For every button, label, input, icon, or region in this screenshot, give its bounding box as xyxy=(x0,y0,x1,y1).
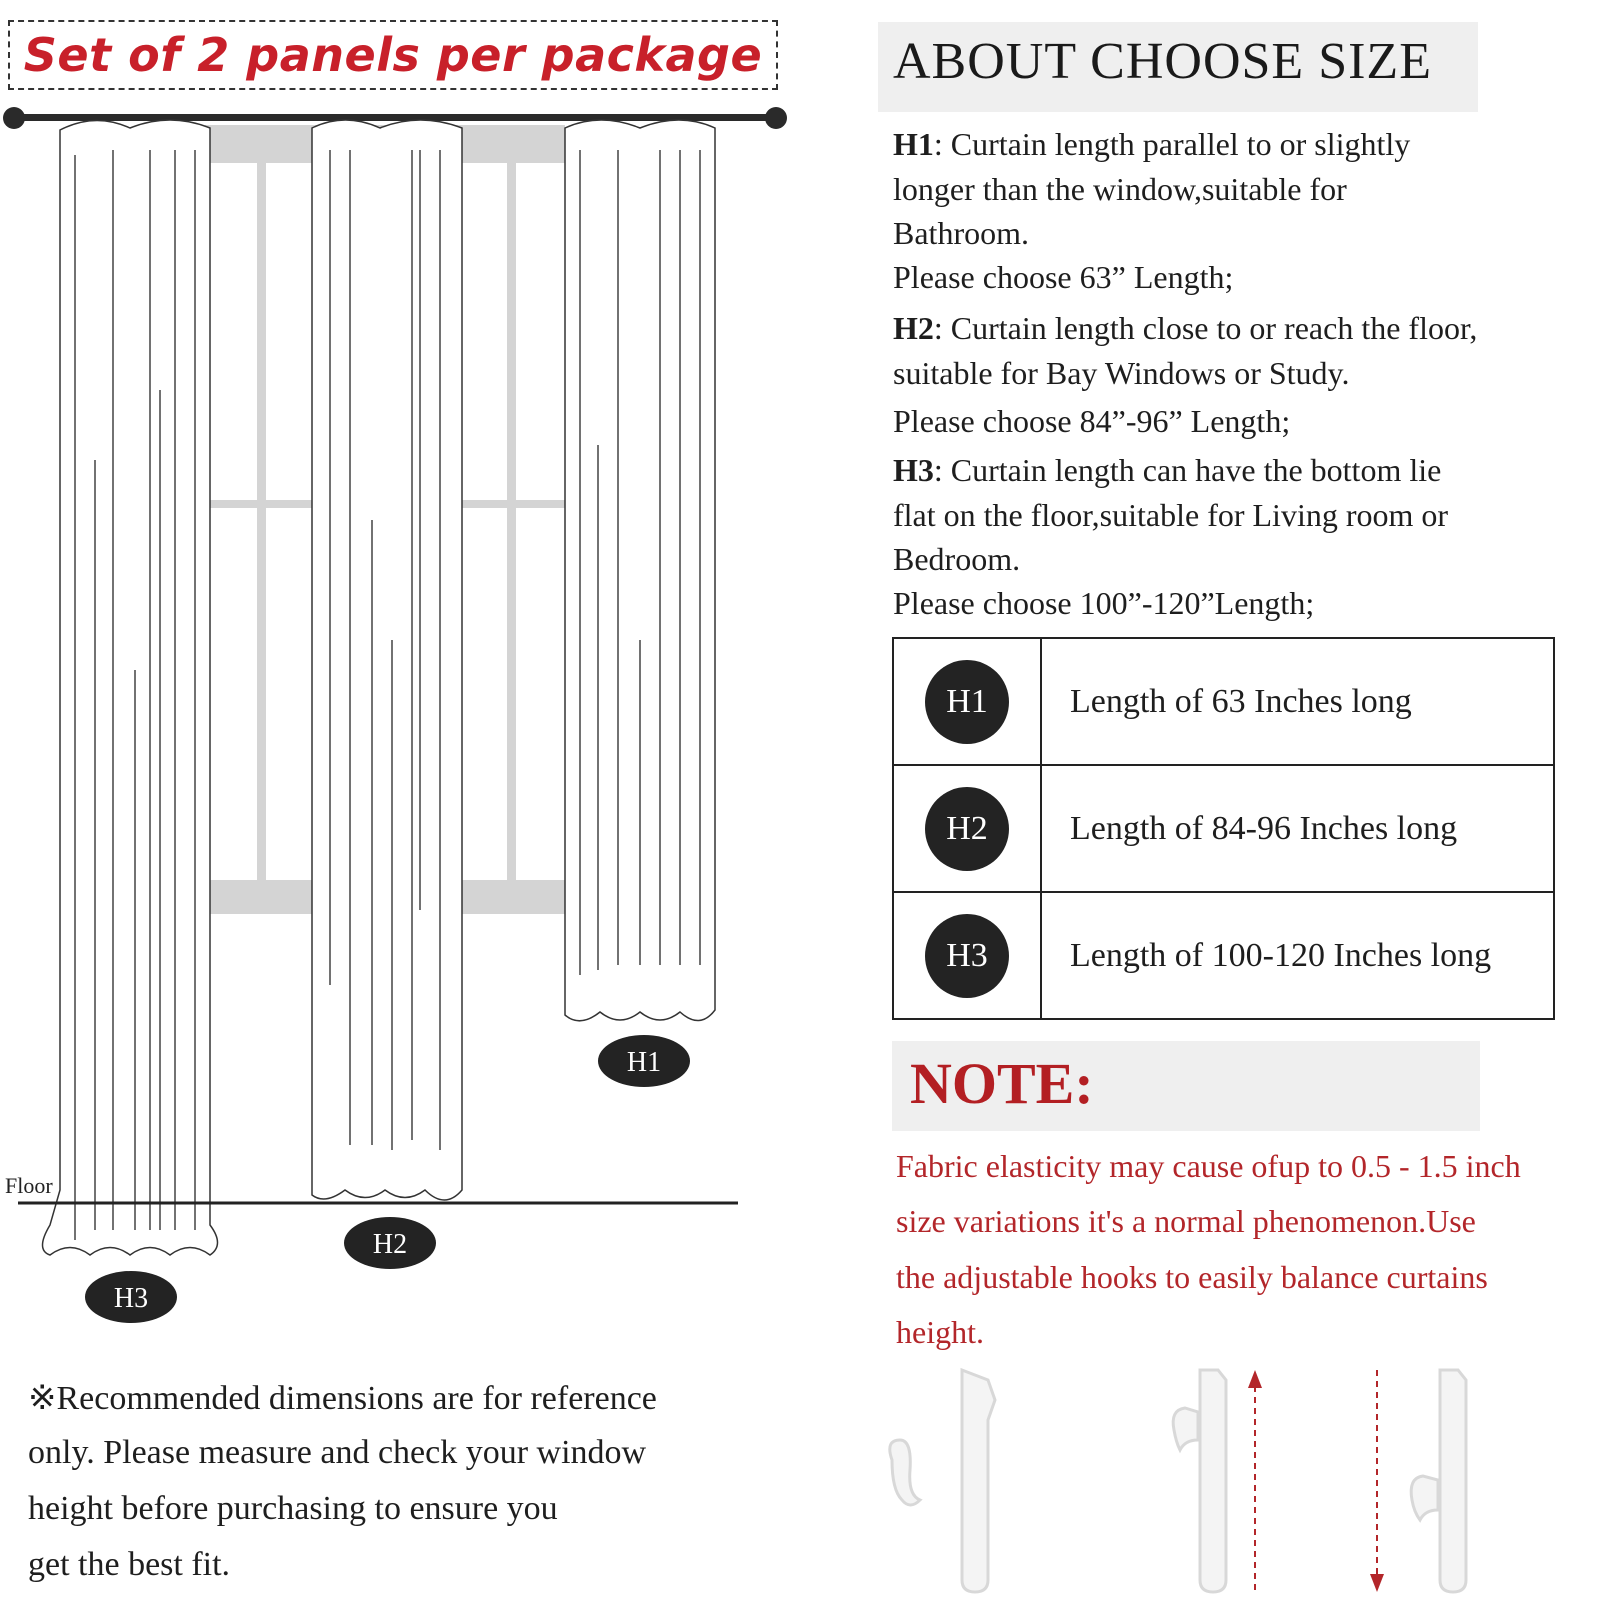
hook-tape-3 xyxy=(1411,1370,1466,1592)
recommendation-line: height before purchasing to ensure you xyxy=(28,1490,558,1527)
h3-description-line1: H3: Curtain length can have the bottom lie xyxy=(893,452,1442,488)
h3-recommendation: Please choose 100”-120”Length; xyxy=(893,585,1315,621)
h1-length-text: Length of 63 Inches long xyxy=(1041,638,1554,765)
h1-description-line2: longer than the window,suitable for xyxy=(893,171,1347,207)
note-line: Fabric elasticity may cause ofup to 0.5 - 1.5 inch xyxy=(896,1148,1521,1184)
recommendation-line: get the best fit. xyxy=(28,1546,231,1583)
size-table xyxy=(892,637,1555,1020)
h1-description-line3: Bathroom. xyxy=(893,215,1029,251)
h3-description-line2: flat on the floor,suitable for Living room or xyxy=(893,497,1449,533)
about-title: ABOUT CHOOSE SIZE xyxy=(893,33,1432,90)
h3-length-text: Length of 100-120 Inches long xyxy=(1041,892,1554,1019)
recommendation-line: ※Recommended dimensions are for reference xyxy=(28,1380,657,1417)
curtain-panel-h3 xyxy=(43,120,218,1255)
arrow-up-icon xyxy=(1248,1370,1262,1590)
svg-text:H1: H1 xyxy=(626,1047,662,1078)
recommendation-line: only. Please measure and check your window xyxy=(28,1434,647,1471)
h3-description-line3: Bedroom. xyxy=(893,541,1021,577)
svg-text:H2: H2 xyxy=(372,1229,408,1260)
note-title: NOTE: xyxy=(910,1051,1094,1116)
size-row-h3 xyxy=(893,892,1554,1019)
size-row-h1 xyxy=(893,638,1554,765)
arrow-down-icon xyxy=(1370,1370,1384,1592)
h2-badge: H2 xyxy=(925,787,1009,871)
curtain-diagram xyxy=(0,0,800,1340)
h2-length-text: Length of 84-96 Inches long xyxy=(1041,765,1554,892)
size-row-h2 xyxy=(893,765,1554,892)
adjustable-hooks-illustration xyxy=(880,1360,1600,1600)
marker-h1 xyxy=(598,1035,690,1087)
note-line: height. xyxy=(896,1314,984,1350)
package-banner: Set of 2 panels per package xyxy=(8,20,778,90)
h2-description-line2: suitable for Bay Windows or Study. xyxy=(893,355,1350,391)
svg-text:H3: H3 xyxy=(113,1283,149,1314)
h2-recommendation: Please choose 84”-96” Length; xyxy=(893,403,1291,439)
h3-badge: H3 xyxy=(925,914,1009,998)
marker-h3 xyxy=(85,1271,177,1323)
h1-recommendation: Please choose 63” Length; xyxy=(893,259,1234,295)
marker-h2 xyxy=(344,1217,436,1269)
hook-tape-2 xyxy=(1173,1370,1226,1592)
h2-description-line1: H2: Curtain length close to or reach the floor, xyxy=(893,310,1478,346)
note-line: the adjustable hooks to easily balance curtains xyxy=(896,1259,1488,1295)
h1-description-line1: H1: Curtain length parallel to or slightly xyxy=(893,126,1411,162)
note-line: size variations it's a normal phenomenon.Use xyxy=(896,1203,1476,1239)
hook-tape-1 xyxy=(890,1370,995,1592)
h1-badge: H1 xyxy=(925,660,1009,744)
floor-label: Floor xyxy=(5,1173,53,1198)
